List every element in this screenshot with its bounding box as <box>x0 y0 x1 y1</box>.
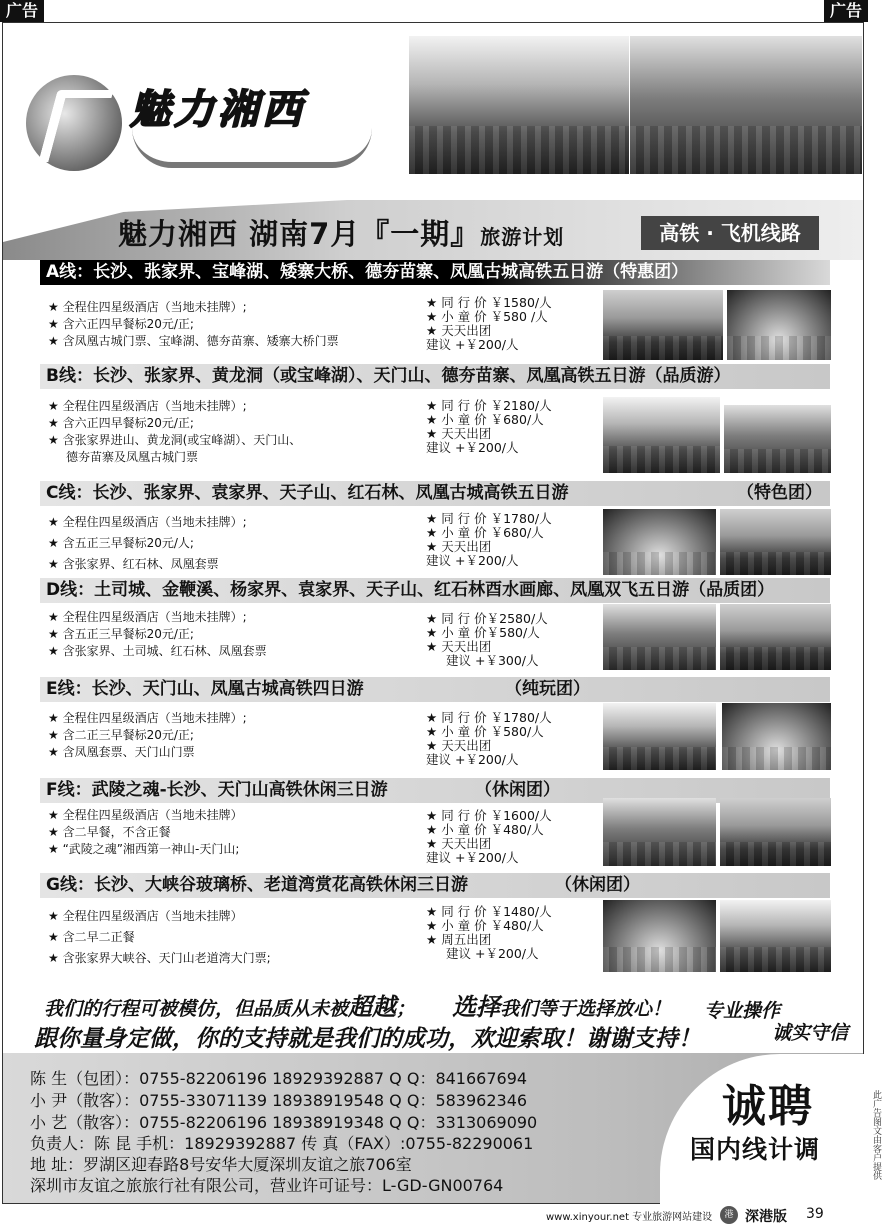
suggest-price: 建议 +￥200/人 <box>426 850 519 865</box>
line-title-text: G线：长沙、大峡谷玻璃桥、老道湾赏花高铁休闲三日游 <box>46 875 468 895</box>
line-b-bullets <box>48 398 301 466</box>
bullet: ★ 含张家界、土司城、红石林、凤凰套票 <box>48 643 267 660</box>
line-g-prices <box>426 905 552 961</box>
vertical-note: 此广告图文由客户提供 <box>871 1090 881 1180</box>
price: ★ 小 童 价 ￥580 /人 <box>426 310 552 324</box>
line-a-prices <box>426 296 552 352</box>
line-a-bullets <box>48 299 339 350</box>
line-g-tag: （休闲团） <box>555 875 640 895</box>
edition-logo-icon: 港 <box>720 1206 738 1224</box>
line-e-photo-2 <box>722 703 831 770</box>
line-b-photo-1 <box>603 397 720 473</box>
bullet: ★ 含六正四早餐标20元/正; <box>48 415 301 432</box>
footer-edition: 深港版 <box>745 1209 787 1225</box>
bullet: ★ 含二早二正餐 <box>48 927 271 948</box>
line-e-photo-1 <box>603 703 716 770</box>
price: ★ 小 童 价 ￥480/人 <box>426 919 552 933</box>
suggest-price: 建议 +￥300/人 <box>446 653 539 668</box>
price: ★ 同 行 价 ￥1480/人 <box>426 905 552 919</box>
page-number: 39 <box>806 1206 824 1222</box>
contact-address: 地 址：罗湖区迎春路8号安华大厦深圳友谊之旅706室 <box>30 1155 412 1174</box>
suggest-price: 建议 +￥200/人 <box>426 337 519 352</box>
line-c-prices <box>426 512 552 568</box>
slogan-quality <box>44 987 415 1022</box>
line-a-photo-1 <box>603 290 723 360</box>
bullet: ★ 全程住四星级酒店（当地未挂牌）; <box>48 609 267 626</box>
bullet-extra: 德夯苗寨及凤凰古城门票 <box>66 450 199 464</box>
line-title-text: A线：长沙、张家界、宝峰湖、矮寨大桥、德夯苗寨、凤凰古城高铁五日游（特惠团） <box>46 262 689 282</box>
price: ★ 小 童 价 ￥680/人 <box>426 526 552 540</box>
line-f-bullets <box>48 807 243 858</box>
slogan-choice <box>452 987 671 1022</box>
slogan-part: 我们等于选择放心！ <box>500 998 672 1020</box>
slogan-emphasis: 超越 <box>348 993 397 1021</box>
slogan-part: 我们的行程可被模仿，但品质从未被 <box>44 998 349 1020</box>
suggest-price: 建议 +￥200/人 <box>426 440 519 455</box>
plan-title <box>118 212 564 253</box>
slogan-custom: 跟你量身定做，你的支持就是我们的成功，欢迎索取！谢谢支持！ <box>34 1026 701 1052</box>
line-a-photo-2 <box>727 290 831 360</box>
line-title-text: E线：长沙、天门山、凤凰古城高铁四日游 <box>46 679 364 699</box>
plan-title-suffix: 旅游计划 <box>480 225 565 249</box>
plan-title-main: 魅力湘西 湖南7月『一期』 <box>118 217 481 251</box>
price: ★ 天天出团 <box>426 427 552 441</box>
contact-license: 深圳市友谊之旅旅行社有限公司，营业许可证号：L-GD-GN00764 <box>30 1176 504 1195</box>
slogan-professional: 专业操作 <box>704 1000 781 1022</box>
bullet: ★ 全程住四星级酒店（当地未挂牌）; <box>48 398 301 415</box>
ad-tag-left: 广告 <box>0 0 44 22</box>
bullet: ★ 含张家界大峡谷、天门山老道湾大门票; <box>48 948 271 969</box>
price: ★ 小 童 价 ￥580/人 <box>426 725 552 739</box>
line-d-title <box>40 578 830 603</box>
price: ★ 天天出团 <box>426 739 552 753</box>
line-d-prices <box>426 612 548 668</box>
price: ★ 周五出团 <box>426 933 552 947</box>
line-g-bullets <box>48 906 271 969</box>
bullet: ★ 全程住四星级酒店（当地未挂牌） <box>48 906 271 927</box>
contact-line: 小 艺（散客）：0755-82206196 18938919348 Q Q：3313069090 <box>30 1113 538 1132</box>
line-title-text: F线：武陵之魂-长沙、天门山高铁休闲三日游 <box>46 780 388 800</box>
price: ★ 同 行 价 ￥1600/人 <box>426 809 552 823</box>
bullet: ★ 含张家界、红石林、凤凰套票 <box>48 554 247 575</box>
plan-badge: 高铁 · 飞机线路 <box>641 216 819 250</box>
slogan-honest: 诚实守信 <box>772 1022 849 1044</box>
hire-title: 诚聘 <box>722 1081 814 1132</box>
line-e-prices <box>426 711 552 767</box>
header-photo-dancer <box>409 36 629 174</box>
suggest-price: 建议 +￥200/人 <box>426 553 519 568</box>
bullet: ★ 全程住四星级酒店（当地未挂牌） <box>48 807 243 824</box>
line-title-text: C线：长沙、张家界、袁家界、天子山、红石林、凤凰古城高铁五日游 <box>46 483 569 503</box>
bullet: ★ 含六正四早餐标20元/正; <box>48 316 339 333</box>
contact-line: 陈 生（包团）：0755-82206196 18929392887 Q Q：841667694 <box>30 1069 528 1088</box>
price: ★ 同 行 价 ￥1780/人 <box>426 711 552 725</box>
line-title-text: B线：长沙、张家界、黄龙洞（或宝峰湖）、天门山、德夯苗寨、凤凰高铁五日游（品质游） <box>46 366 731 386</box>
contact-line: 负责人：陈 昆 手机：18929392887 传 真（FAX）:0755-82290061 <box>30 1134 534 1153</box>
price: ★ 小 童 价 ￥680/人 <box>426 413 552 427</box>
line-d-photo-1 <box>603 604 716 670</box>
bullet: ★ 含五正三早餐标20元/人; <box>48 533 247 554</box>
line-c-photo-1 <box>603 509 716 575</box>
bullet: ★ 含凤凰套票、天门山门票 <box>48 744 247 761</box>
price: ★ 小 童 价￥580/人 <box>426 626 548 640</box>
price: ★ 同 行 价￥2580/人 <box>426 612 548 626</box>
bullet: ★ 含二正三早餐标20元/正; <box>48 727 247 744</box>
logo-text: 魅力湘西 <box>130 86 306 133</box>
slogan-emphasis: 选择 <box>452 993 500 1021</box>
price: ★ 天天出团 <box>426 640 548 654</box>
line-c-tag: （特色团） <box>737 483 822 503</box>
line-g-photo-1 <box>603 900 716 972</box>
bullet: ★ 全程住四星级酒店（当地未挂牌）; <box>48 710 247 727</box>
footer-site: www.xinyour.net 专业旅游网站建设 <box>546 1212 713 1223</box>
line-b-prices <box>426 399 552 455</box>
contact-line: 小 尹（散客）：0755-33071139 18938919548 Q Q：583962346 <box>30 1091 528 1110</box>
line-c-photo-2 <box>720 509 831 575</box>
logo-swoosh <box>132 128 372 168</box>
bullet: ★ 全程住四星级酒店（当地未挂牌）; <box>48 512 247 533</box>
price: ★ 天天出团 <box>426 837 552 851</box>
slogan-part: ； <box>396 998 416 1020</box>
price: ★ 同 行 价 ￥1780/人 <box>426 512 552 526</box>
bullet: ★ 全程住四星级酒店（当地未挂牌）; <box>48 299 339 316</box>
line-e-tag: （纯玩团） <box>505 679 590 699</box>
bullet: ★ “武陵之魂”湘西第一神山-天门山; <box>48 841 243 858</box>
line-e-title <box>40 677 830 702</box>
bullet: ★ 含凤凰古城门票、宝峰湖、德夯苗寨、矮寨大桥门票 <box>48 333 339 350</box>
line-f-photo-1 <box>603 798 716 866</box>
line-g-title <box>40 873 830 898</box>
line-d-bullets <box>48 609 267 660</box>
header-photo-fenghuang <box>630 36 862 174</box>
line-c-title <box>40 481 830 506</box>
price: ★ 天天出团 <box>426 540 552 554</box>
line-b-photo-2 <box>724 405 831 473</box>
line-f-prices <box>426 809 552 865</box>
bullet: ★ 含二早餐，不含正餐 <box>48 824 243 841</box>
price: ★ 同 行 价 ￥1580/人 <box>426 296 552 310</box>
price: ★ 小 童 价 ￥480/人 <box>426 823 552 837</box>
ad-tag-right: 广告 <box>824 0 868 22</box>
price: ★ 天天出团 <box>426 324 552 338</box>
price: ★ 同 行 价 ￥2180/人 <box>426 399 552 413</box>
line-c-bullets <box>48 512 247 575</box>
suggest-price: 建议 +￥200/人 <box>446 946 539 961</box>
line-e-bullets <box>48 710 247 761</box>
line-f-tag: （休闲团） <box>475 780 560 800</box>
bullet: ★ 含张家界进山、黄龙洞(或宝峰湖）、天门山、 <box>48 432 301 449</box>
suggest-price: 建议 +￥200/人 <box>426 752 519 767</box>
line-title-text: D线：土司城、金鞭溪、杨家界、袁家界、天子山、红石林酉水画廊、凤凰双飞五日游（品质团） <box>46 580 775 600</box>
bullet: ★ 含五正三早餐标20元/正; <box>48 626 267 643</box>
line-g-photo-2 <box>720 900 831 972</box>
line-a-title <box>40 260 830 285</box>
line-d-photo-2 <box>720 604 831 670</box>
line-f-photo-2 <box>720 798 831 866</box>
line-b-title <box>40 364 830 389</box>
hire-subtitle: 国内线计调 <box>690 1135 821 1164</box>
